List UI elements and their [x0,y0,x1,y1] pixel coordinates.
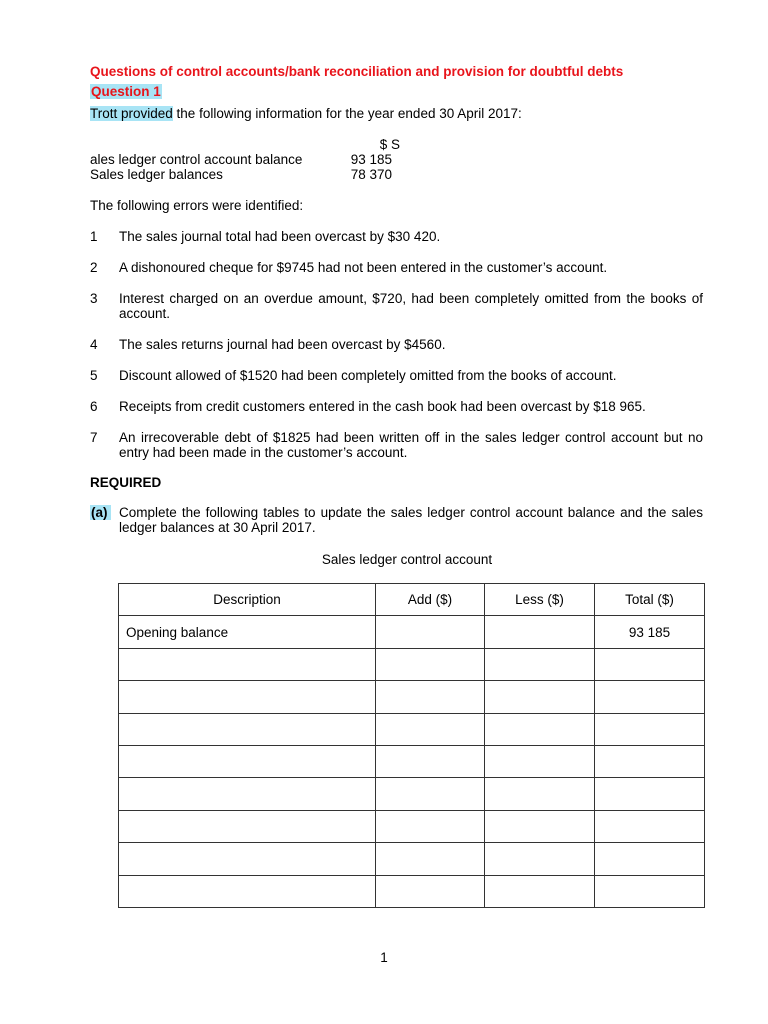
ledger-header-row [119,584,705,616]
error-text: Interest charged on an overdue amount, $720, had been completely omitted from the books of account. [119,291,703,321]
error-text: The sales returns journal had been overcast by $4560. [119,337,446,352]
error-text: Discount allowed of $1520 had been completely omitted from the books of account. [119,368,617,383]
error-number: 7 [90,430,98,445]
part-a-text: Complete the following tables to update the sales ledger control account balance and the sales ledger balances at 30 April 2017. [119,505,703,535]
cell-total[interactable] [595,843,705,875]
cell-total[interactable] [595,778,705,810]
table-row [119,681,705,713]
cell-add[interactable] [376,810,485,842]
header-less: Less ($) [485,584,595,616]
cell-total[interactable] [595,875,705,907]
intro-highlight: Trott provided [90,106,173,121]
cell-description[interactable] [119,810,376,842]
info-label: ales ledger control account balance [90,152,303,167]
error-number: 1 [90,229,98,244]
errors-heading: The following errors were identified: [90,198,304,213]
table-row [119,810,705,842]
info-row [90,167,400,182]
error-number: 6 [90,399,98,414]
cell-description[interactable] [119,778,376,810]
cell-total[interactable] [595,681,705,713]
info-table [90,137,400,182]
cell-less[interactable] [485,875,595,907]
cell-description[interactable] [119,713,376,745]
error-number: 4 [90,337,98,352]
cell-less[interactable] [485,843,595,875]
error-number: 5 [90,368,98,383]
cell-description[interactable] [119,681,376,713]
error-number: 2 [90,260,98,275]
cell-less[interactable] [485,681,595,713]
page-number: 1 [380,950,388,965]
cell-add[interactable] [376,648,485,680]
cell-less[interactable] [485,713,595,745]
header-add: Add ($) [376,584,485,616]
cell-add[interactable] [376,778,485,810]
ledger-table [118,583,705,908]
info-header-row [90,137,400,152]
intro-rest: the following information for the year ended 30 April 2017: [172,106,522,121]
ledger-table-title: Sales ledger control account [321,552,493,567]
cell-add[interactable] [376,745,485,777]
cell-description[interactable] [119,843,376,875]
cell-description[interactable] [119,648,376,680]
cell-description[interactable]: Opening balance [119,616,376,648]
info-row [90,152,400,167]
cell-less[interactable] [485,810,595,842]
cell-total[interactable] [595,713,705,745]
table-row [119,648,705,680]
table-row [119,745,705,777]
info-currency-header: $ S [379,137,400,152]
error-text: An irrecoverable debt of $1825 had been written off in the sales ledger control account but no entry had been made in the customer’s account. [119,430,703,460]
table-row [119,875,705,907]
cell-description[interactable] [119,745,376,777]
header-total: Total ($) [595,584,705,616]
cell-description[interactable] [119,875,376,907]
question-heading: Question 1 [91,84,161,99]
cell-add[interactable] [376,713,485,745]
info-value: 78 370 [350,167,392,182]
cell-add[interactable] [376,616,485,648]
error-text: A dishonoured cheque for $9745 had not been entered in the customer’s account. [119,260,608,275]
document-title: Questions of control accounts/bank reconciliation and provision for doubtful debts [90,64,624,79]
cell-add[interactable] [376,681,485,713]
cell-less[interactable] [485,745,595,777]
intro-text [90,106,522,121]
info-label: Sales ledger balances [90,167,223,182]
cell-less[interactable] [485,648,595,680]
cell-total[interactable]: 93 185 [595,616,705,648]
table-row [119,713,705,745]
error-text: Receipts from credit customers entered in the cash book had been overcast by $18 965. [119,399,646,414]
required-label: REQUIRED [90,475,162,490]
cell-total[interactable] [595,648,705,680]
table-row [119,616,705,648]
error-text: The sales journal total had been overcast by $30 420. [119,229,441,244]
table-row [119,843,705,875]
cell-total[interactable] [595,810,705,842]
cell-add[interactable] [376,843,485,875]
cell-add[interactable] [376,875,485,907]
cell-less[interactable] [485,616,595,648]
table-row [119,778,705,810]
header-description: Description [119,584,376,616]
cell-total[interactable] [595,745,705,777]
error-number: 3 [90,291,98,306]
info-value: 93 185 [350,152,392,167]
cell-less[interactable] [485,778,595,810]
part-a-tag: (a) [90,505,111,520]
